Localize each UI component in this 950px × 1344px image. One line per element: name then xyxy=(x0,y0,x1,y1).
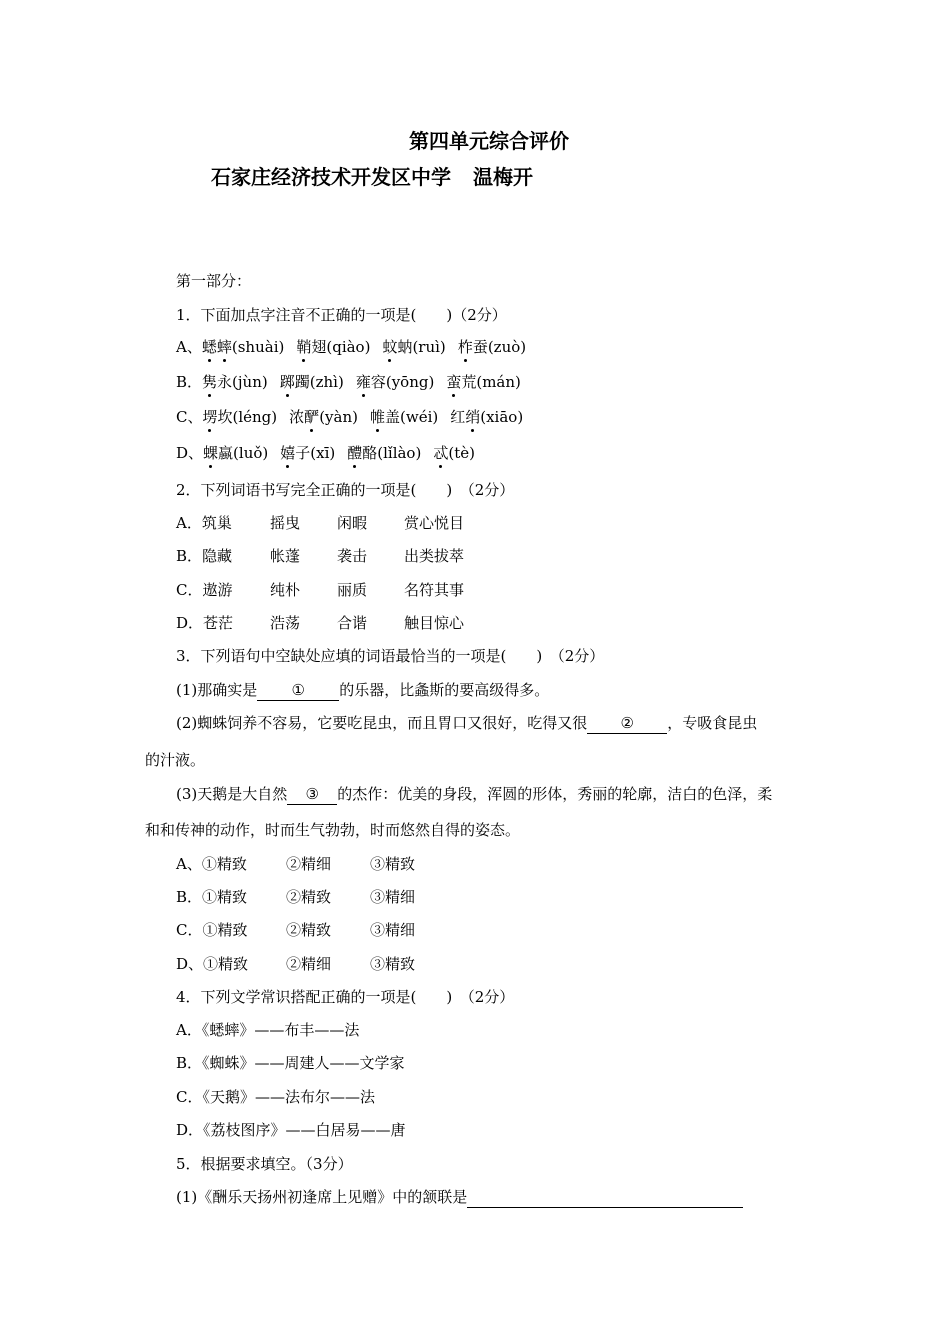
q4-option-a: A．《蟋蟀》——布丰——法 xyxy=(176,1021,360,1039)
dotted-char: 雍 xyxy=(355,373,371,391)
author-name: 温梅开 xyxy=(473,165,533,189)
q2-option-c: C．遨游 纯朴 丽质 名符其事 xyxy=(176,581,465,599)
q3-sentence-3-cont: 和和传神的动作，时而生气勃勃，时而悠然自得的姿态。 xyxy=(145,821,521,839)
q1-option-c: C、塄坎(léng) 浓酽(yàn) 帷盖(wéi) 红绡(xiāo) xyxy=(176,408,524,426)
q5-item-1: (1)《酬乐天扬州初逢席上见赠》中的颔联是 xyxy=(176,1187,743,1208)
fill-blank: ③ xyxy=(287,784,337,805)
q3-sentence-2: (2)蜘蛛饲养不容易，它要吃昆虫，而且胃口又很好，吃得又很 ② ，专吸食昆虫 xyxy=(176,714,758,732)
q3-option-b: B．①精致 ②精致 ③精细 xyxy=(176,888,416,906)
part-heading: 第一部分： xyxy=(176,272,252,290)
q3-option-c: C．①精致 ②精致 ③精细 xyxy=(176,921,416,939)
q1-option-d: D、蜾蠃(luǒ) 嬉子(xī) 醴酪(lǐlào) 忒(tè) xyxy=(176,444,475,462)
q3-sentence-3: (3)天鹅是大自然 ③ 的杰作：优美的身段，浑圆的形体，秀丽的轮廓，洁白的色泽，柔 xyxy=(176,785,773,803)
dotted-char: 蛮 xyxy=(446,373,462,391)
document-title: 第四单元综合评价 xyxy=(409,129,569,153)
q2-option-b: B．隐藏 帐蓬 袭击 出类拔萃 xyxy=(176,547,465,565)
dotted-char: 蚊 xyxy=(382,338,398,356)
dotted-char: 绡 xyxy=(465,408,481,426)
dotted-char: 塄 xyxy=(202,408,218,426)
q3-sentence-2-cont: 的汁液。 xyxy=(145,751,206,769)
q4-option-b: B．《蜘蛛》——周建人——文学家 xyxy=(176,1054,405,1072)
q2-option-a: A．筑巢 摇曳 闲暇 赏心悦目 xyxy=(176,514,465,532)
school-name: 石家庄经济技术开发区中学 xyxy=(211,165,451,189)
dotted-char: 蟀 xyxy=(216,338,232,356)
q1-stem: 1．下面加点字注音不正确的一项是( )（2分） xyxy=(176,306,507,324)
dotted-char: 忒 xyxy=(433,444,449,462)
document-subtitle xyxy=(211,161,533,190)
answer-line xyxy=(467,1187,743,1208)
dotted-char: 鞘 xyxy=(296,338,312,356)
dotted-char: 醴 xyxy=(347,444,363,462)
q1-option-b: B．隽永(jùn) 踯躅(zhì) 雍容(yōng) 蛮荒(mán) xyxy=(176,373,521,391)
fill-blank: ① xyxy=(257,680,339,701)
q1-option-a: A、蟋蟀(shuài) 鞘翅(qiào) 蚊蚋(ruì) 柞蚕(zuò) xyxy=(176,338,527,356)
dotted-char: 嬉 xyxy=(280,444,296,462)
q2-stem: 2．下列词语书写完全正确的一项是( ) （2分） xyxy=(176,481,515,499)
fill-blank: ② xyxy=(587,713,667,734)
q4-option-c: C．《天鹅》——法布尔——法 xyxy=(176,1088,375,1106)
q3-option-d: D、①精致 ②精细 ③精致 xyxy=(176,955,416,973)
q3-option-a: A、①精致 ②精细 ③精致 xyxy=(176,855,416,873)
dotted-char: 柞 xyxy=(457,338,473,356)
q4-option-d: D．《荔枝图序》——白居易——唐 xyxy=(176,1121,406,1139)
q3-sentence-1: (1)那确实是 ① 的乐器，比螽斯的要高级得多。 xyxy=(176,681,550,699)
dotted-char: 踯 xyxy=(279,373,295,391)
dotted-char: 蟋 xyxy=(201,338,217,356)
q5-stem: 5．根据要求填空。（3分） xyxy=(176,1155,353,1173)
dotted-char: 酽 xyxy=(304,408,320,426)
dotted-char: 隽 xyxy=(202,373,218,391)
q4-stem: 4．下列文学常识搭配正确的一项是( ) （2分） xyxy=(176,988,515,1006)
q2-option-d: D．苍茫 浩荡 合谐 触目惊心 xyxy=(176,614,465,632)
q3-stem: 3．下列语句中空缺处应填的词语最恰当的一项是( ) （2分） xyxy=(176,647,605,665)
dotted-char: 帷 xyxy=(369,408,385,426)
dotted-char: 蜾 xyxy=(203,444,219,462)
